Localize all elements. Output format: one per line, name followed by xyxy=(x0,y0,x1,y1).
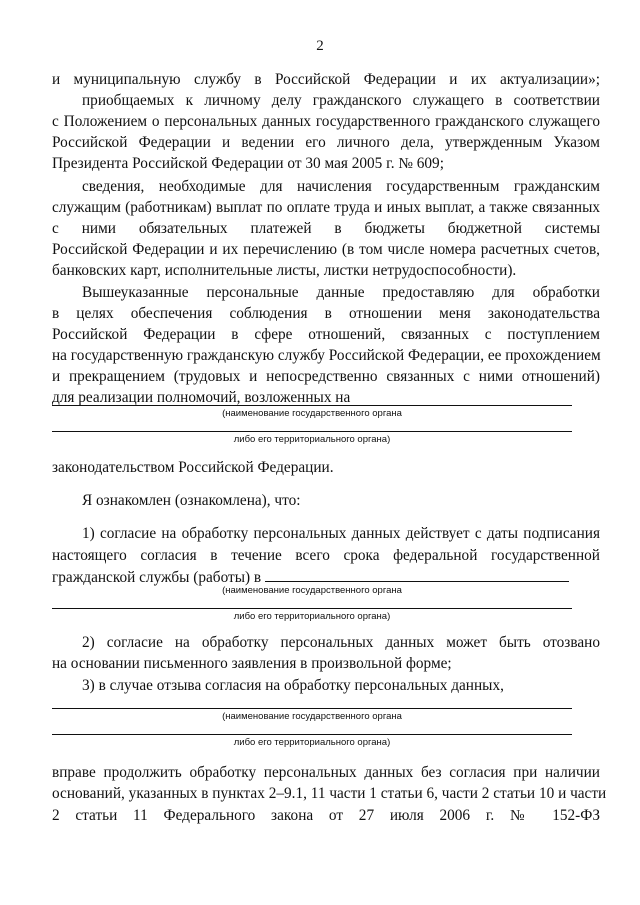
organ-name-caption: (наименование государственного органа xyxy=(222,711,402,722)
text-line: 3) в случае отзыва согласия на обработку персональных данных, xyxy=(82,677,504,694)
organ-name-caption: (наименование государственного органа xyxy=(222,585,402,596)
territorial-organ-blank-line[interactable] xyxy=(52,431,572,432)
text-line: 1) согласие на обработку персональных данных действует с даты подписания xyxy=(82,525,600,542)
text-line: с Положением о персональных данных государственного гражданского служащего xyxy=(52,113,600,130)
text-line: и прекращением (трудовых и непосредственно связанных с ними отношений) xyxy=(52,368,600,385)
text-line: и муниципальную службу в Российской Федерации и их актуализации»; xyxy=(52,71,600,88)
page-number: 2 xyxy=(316,38,324,54)
text-line: 2) согласие на обработку персональных данных может быть отозвано xyxy=(82,634,600,651)
text-line: Российской Федерации и ведении его личного дела, утвержденным Указом xyxy=(52,134,600,151)
territorial-organ-caption: либо его территориального органа) xyxy=(233,737,391,748)
territorial-organ-caption: либо его территориального органа) xyxy=(233,434,391,445)
territorial-organ-caption: либо его территориального органа) xyxy=(233,611,391,622)
text-line: оснований, указанных в пунктах 2–9.1, 11 части 1 статьи 6, части 2 статьи 10 и части xyxy=(52,785,607,802)
text-line: на основании письменного заявления в произвольной форме; xyxy=(52,655,452,672)
organ-name-blank-line[interactable] xyxy=(52,405,572,406)
text-line: вправе продолжить обработку персональных данных без согласия при наличии xyxy=(52,764,600,781)
text-line: Вышеуказанные персональные данные предоставляю для обработки xyxy=(82,284,600,301)
text-span: гражданской службы (работы) в xyxy=(52,569,262,586)
text-line: банковских карт, исполнительные листы, листки нетрудоспособности). xyxy=(52,262,517,279)
service-organ-blank-line[interactable] xyxy=(265,567,569,582)
text-line: Российской Федерации и их перечислению (в том числе номера расчетных счетов, xyxy=(52,241,600,258)
organ-name-blank-line[interactable] xyxy=(52,708,572,709)
text-line: для реализации полномочий, возложенных на xyxy=(52,389,351,406)
text-line: Я ознакомлен (ознакомлена), что: xyxy=(82,492,301,509)
text-line: приобщаемых к личному делу гражданского служащего в соответствии xyxy=(82,92,600,109)
territorial-organ-blank-line[interactable] xyxy=(52,734,572,735)
text-line: Российской Федерации в сфере отношений, связанных с поступлением xyxy=(52,326,600,343)
text-line: с ними обязательных платежей в бюджеты бюджетной системы xyxy=(52,220,600,237)
text-line: 2 статьи 11 Федерального закона от 27 июля 2006 г. № 152-ФЗ xyxy=(52,807,600,824)
text-line: Президента Российской Федерации от 30 мая 2005 г. № 609; xyxy=(52,155,444,172)
organ-name-caption: (наименование государственного органа xyxy=(222,408,402,419)
text-line: сведения, необходимые для начисления государственным гражданским xyxy=(82,178,600,195)
text-line: на государственную гражданскую службу Российской Федерации, ее прохождением xyxy=(52,347,601,364)
text-line: служащим (работникам) выплат по оплате труда и иных выплат, а также связанных xyxy=(52,199,600,216)
text-line: законодательством Российской Федерации. xyxy=(52,459,334,476)
text-line: настоящего согласия в течение всего срока федеральной государственной xyxy=(52,547,600,564)
territorial-organ-blank-line[interactable] xyxy=(52,608,572,609)
text-line: в целях обеспечения соблюдения в отношении меня законодательства xyxy=(52,305,600,322)
